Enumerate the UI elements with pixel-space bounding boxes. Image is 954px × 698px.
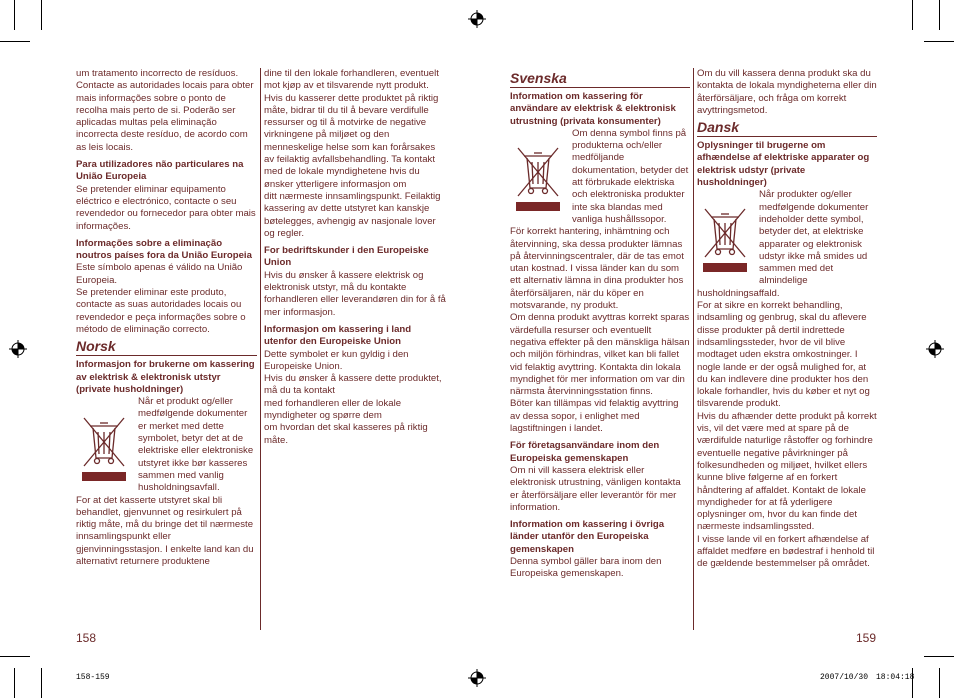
column-dansk [697, 68, 877, 571]
crossed-wheeled-bin-icon [697, 203, 753, 275]
column-norsk-cont [264, 68, 446, 447]
paragraph: Hvis du ønsker å kassere dette produktet, må du ta kontakt [264, 373, 442, 397]
paragraph: I visse lande vil en forkert afhændelse af affaldet medføre en bødestraf i henhold til de gældende bestemmelser på området. [697, 533, 875, 570]
section-title-norsk: Norsk [76, 338, 257, 356]
paragraph: For at det kasserte utstyret skal bli behandlet, gjenvunnet og resirkulert på riktig måte, må du bringe det til nærmeste innsamlingspunkt eller gjenvinningsstasjon. I enkelte land kan du alternativt returnere produktene [76, 494, 254, 567]
figure-caption: Når et produkt og/eller medfølgende dokumenter er merket med dette symbolet, betyr det at de elektriske eller elektroniske utstyret ikke bør kasseres sammen med vanlig husholdningsavfall. [138, 396, 254, 494]
registration-mark [926, 340, 944, 358]
paragraph: husholdningsaffald. [697, 287, 780, 299]
crop-mark [912, 0, 913, 30]
crop-mark [0, 41, 30, 42]
subheading: Informações sobre a eliminação noutros países fora da União Europeia [76, 237, 252, 262]
paragraph: Om du vill kassera denna produkt ska du kontakta de lokala myndigheterna eller din återförsäljare, och fråga om korrekt avyttringsmetod. [697, 68, 877, 116]
paragraph: För korrekt hantering, inhämtning och återvinning, ska dessa produkter lämnas på återvinningscentraler, där de tas emot utan kostnad. I vissa länder kan du som ett alternativ lämna in dina produkter hos återförsäljaren, när du köper en motsvarande, ny produkt. [510, 226, 684, 312]
figure-caption: Om denna symbol finns på produkterna och/eller medföljande dokumentation, betyder det att förbrukade elektriska och elektroniska produkter inte ska blandas med vanliga hushållssopor. [572, 127, 689, 225]
paragraph: Hvis du afhænder dette produkt på korrekt vis, vil det være med at spare på de værdifulde naturlige råstoffer og forhindre eventuelle negative påvirkninger på folkesundheden og miljøet, hvilket ellers kunne blive følgerne af en forkert håndtering af affaldet. Kontakt de lokale myndigheder for at få yderligere oplysninger om, hvor du kan finde det nærmeste indsamlingssted. [697, 410, 877, 533]
paragraph: Denna symbol gäller bara inom den Europeiska gemenskapen. [510, 555, 662, 580]
crossed-wheeled-bin-icon [510, 142, 566, 214]
crop-mark [924, 41, 954, 42]
paragraph: med forhandleren eller de lokale myndigheter og spørre dem [264, 397, 402, 422]
paragraph: ditt nærmeste innsamlingspunkt. Feilaktig kassering av dette utstyret kan kanskje bøtelegges, avhengig av nasjonale lover og regler. [264, 190, 441, 239]
crossed-wheeled-bin-icon [76, 412, 132, 484]
crop-mark [939, 668, 940, 698]
weee-figure [697, 189, 877, 287]
paragraph: Hvis du ønsker å kassere elektrisk og elektronisk utstyr, må du kontakte forhandleren eller leverandøren din for å få mer informasjon. [264, 269, 446, 318]
crop-mark [939, 0, 940, 30]
paragraph: um tratamento incorrecto de resíduos. Contacte as autoridades locais para obter mais informações sobre o ponto de recolha mais perto de si. Poderão ser aplicadas multas pela eliminação incorrecta deste resíduo, de acordo com as leis locais. [76, 68, 254, 153]
subheading: Para utilizadores não particulares na União Europeia [76, 159, 244, 183]
page-number-left: 158 [76, 631, 97, 645]
crop-mark [41, 0, 42, 30]
subheading: Information om kassering för användare av elektrisk & elektronisk utrustning (privata konsumenter) [510, 91, 676, 127]
column-divider [260, 68, 261, 630]
registration-mark [9, 340, 27, 358]
footer-time: 18:04:18 [876, 673, 915, 682]
page-number-right: 159 [856, 631, 877, 645]
section-title-svenska: Svenska [510, 70, 690, 88]
figure-caption: Når produkter og/eller medfølgende dokumenter indeholder dette symbol, betyder det, at elektriske apparater og elektronisk udstyr ikke må smides ud sammen med det almindelige [759, 189, 869, 287]
paragraph: Om ni vill kassera elektrisk eller elektronisk utrustning, vänligen kontakta er återförsäljare eller leverantör för mer information. [510, 464, 681, 513]
column-divider [693, 68, 694, 630]
weee-figure [76, 396, 257, 494]
registration-mark [468, 669, 486, 687]
crop-mark [14, 0, 15, 30]
paragraph: For at sikre en korrekt behandling, indsamling og genbrug, skal du aflevere disse produkter på dertil indrettede indsamlingssteder, hvor de vil blive modtaget uden ekstra omkostninger. I nogle lande er der også mulighed for, at du kan indlevere dine produkter hos den lokale forhandler, hvis du køber et nyt og tilsvarende produkt. [697, 300, 870, 410]
crop-mark [924, 656, 954, 657]
subheading: För företagsanvändare inom den Europeiska gemenskapen [510, 440, 660, 464]
section-title-dansk: Dansk [697, 119, 877, 137]
column-svenska [510, 68, 690, 581]
paragraph: dine til den lokale forhandleren, eventuelt mot kjøp av et tilsvarende nytt produkt. [264, 68, 439, 92]
crop-mark [41, 668, 42, 698]
paragraph: Dette symbolet er kun gyldig i den Europeiske Union. [264, 348, 409, 372]
subheading: Information om kassering i övriga länder utanför den Europeiska gemenskapen [510, 519, 665, 555]
registration-mark [468, 10, 486, 28]
subheading: Informasjon om kassering i land utenfor den Europeiske Union [264, 323, 412, 348]
subheading: Informasjon for brukerne om kassering av elektrisk & elektronisk utstyr (private husholdninger) [76, 359, 255, 395]
crop-mark [0, 656, 30, 657]
paragraph: om hvordan det skal kasseres på riktig måte. [264, 422, 428, 446]
paragraph: Hvis du kasserer dette produktet på riktig måte, bidrar til du til å bevare verdifulle ressurser og til å motvirke de negative virkningene på miljøet og den menneskelige helse som kan forårsakes av feilaktig avfallsbehandling. Ta kontakt med de lokale myndighetene hvis du ønsker ytterligere informasjon om [264, 92, 439, 190]
paragraph: Se pretender eliminar equipamento eléctrico e electrónico, contacte o seu revendedor ou fornecedor para obter mais informações. [76, 183, 256, 232]
paragraph: Böter kan tillämpas vid felaktig avyttring av dessa sopor, i enlighet med lagstiftningen i landet. [510, 398, 679, 435]
column-portuguese-norsk [76, 68, 257, 568]
footer-file-label: 158-159 [76, 673, 110, 682]
crop-mark [14, 668, 15, 698]
subheading: For bedriftskunder i den Europeiske Union [264, 245, 429, 269]
paragraph: Este símbolo apenas é válido na União Europeia. [76, 262, 243, 286]
paragraph: Om denna produkt avyttras korrekt sparas värdefulla resurser och eventuellt negativa effekter på den mänskliga hälsan och miljön förhindras, vilket kan bli fallet vid felaktig avyttring. Kontakta din lokala myndighet för mer information om var din närmsta återvinningsstation finns. [510, 312, 690, 398]
subheading: Oplysninger til brugerne om afhændelse af elektriske apparater og elektrisk udstyr (private husholdninger) [697, 140, 870, 189]
footer-date: 2007/10/30 [820, 673, 869, 682]
paragraph: Se pretender eliminar este produto, contacte as suas autoridades locais ou revendedor e peça informações sobre o método de eliminação correcto. [76, 287, 246, 335]
weee-figure [510, 128, 690, 226]
